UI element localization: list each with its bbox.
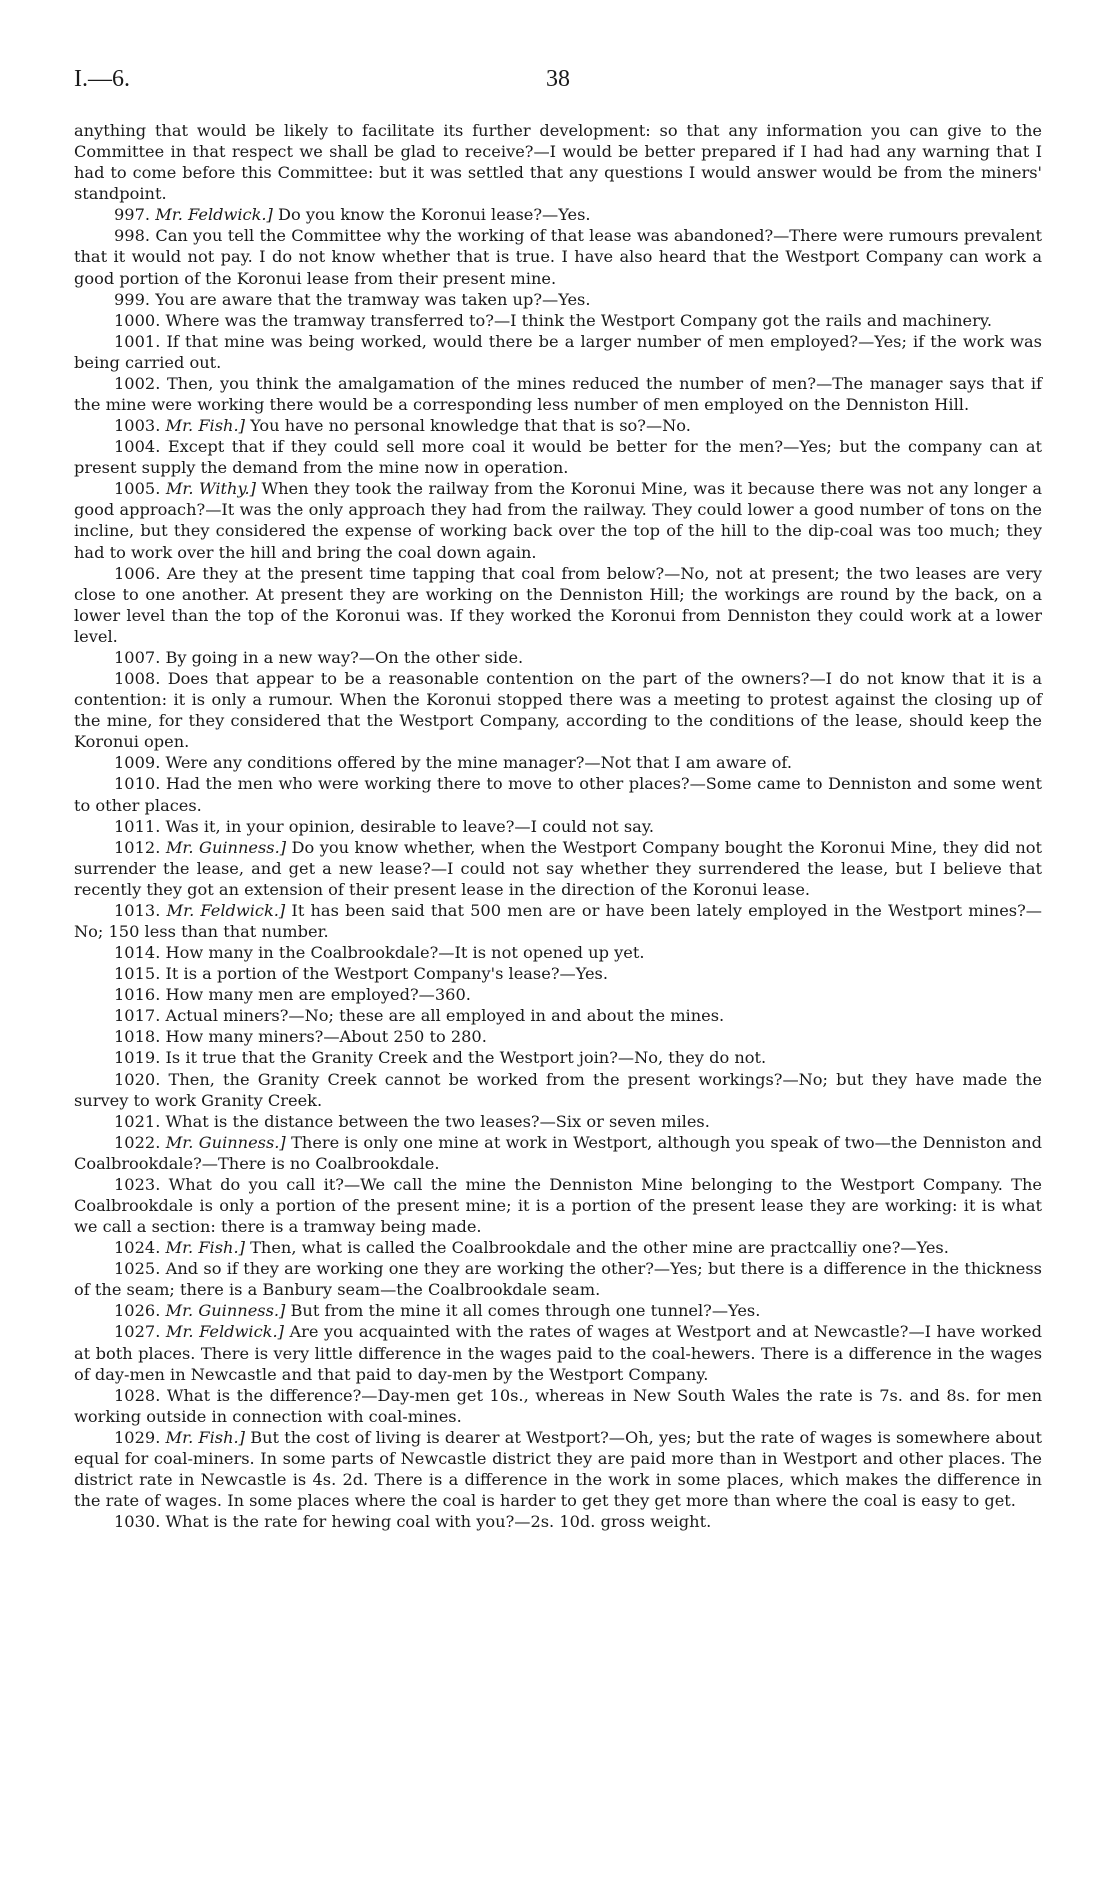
question-number: 1030. [114,1512,161,1532]
question-number: 1028. [114,1385,161,1405]
speaker-name: Mr. Fish.] [165,1427,245,1447]
paragraph-text: Does that appear to be a reasonable contention on the part of the owners?—I do not know that it is a contention: it is only a rumour. When the Koronui stopped there was a meeting to protest against the closing up of the mine, for they considered that the Westport Company, according to the conditions of the lease, should keep the Koronui open. [74,669,1042,752]
paragraph-text: Do you know whether, when the Westport Company bought the Koronui Mine, they did not surrender the lease, and get a new lease?—I could not say whether they surrendered the lease, but I believe that recently they got an extension of their present lease in the direction of the Koronui lease. [74,837,1042,899]
evidence-paragraph [74,120,1042,204]
paragraph-text: Was it, in your opinion, desirable to leave?—I could not say. [165,816,654,836]
speaker-name: Mr. Fish.] [165,1238,245,1258]
speaker-name: Mr. Withy.] [165,479,256,499]
question-number: 1013. [114,900,161,920]
paragraph-text: How many in the Coalbrookdale?—It is not opened up yet. [165,943,645,963]
question-number: 1024. [114,1238,161,1258]
evidence-paragraph [74,1174,1042,1237]
paragraph-text: How many men are employed?—360. [165,985,471,1005]
evidence-paragraph [74,1511,1042,1532]
question-number: 1026. [114,1301,161,1321]
evidence-paragraph [74,1026,1042,1047]
paragraph-text: And so if they are working one they are working the other?—Yes; but there is a difference in the thickness of the seam; there is a Banbury seam—the Coalbrookdale seam. [74,1259,1042,1300]
question-number: 1017. [114,1006,161,1026]
evidence-paragraph [74,984,1042,1005]
speaker-name: Mr. Feldwick.] [166,900,286,920]
page-number: 38 [546,66,570,92]
page-header [74,66,1042,96]
question-number: 1002. [114,373,161,393]
evidence-paragraph [74,1385,1042,1427]
question-number: 1004. [114,437,161,457]
paragraph-text: Are they at the present time tapping that coal from below?—No, not at present; the two leases are very close to one another. At present they are working on the Denniston Hill; the workings are round by the back, on a lower level than the top of the Koronui was. If they worked the Koronui from Denniston they could work at a lower level. [74,563,1042,646]
paragraph-text: If that mine was being worked, would there be a larger number of men employed?—Yes; if the work was being carried out. [74,331,1042,372]
evidence-text [74,120,1042,1532]
question-number: 1023. [114,1174,161,1194]
evidence-paragraph [74,225,1042,288]
question-number: 998. [114,226,151,246]
evidence-paragraph [74,1427,1042,1511]
question-number: 1009. [114,753,161,773]
paragraph-text: When they took the railway from the Koronui Mine, was it because there was not any longer a good approach?—It was the only approach they had from the railway. They could lower a good number of tons on the incline, but they considered the expense of working back over the top of the hill to the dip-coal was too much; they had to work over the hill and bring the coal down again. [74,479,1043,562]
evidence-paragraph [74,1005,1042,1026]
paragraph-text: Where was the tramway transferred to?—I think the Westport Company got the rails and machinery. [165,310,992,330]
speaker-name: Mr. Feldwick.] [155,205,273,225]
question-number: 1011. [114,816,161,836]
evidence-paragraph [74,1237,1042,1258]
evidence-paragraph [74,773,1042,815]
paper-reference: I.—6. [74,66,130,92]
paragraph-text: What is the distance between the two leases?—Six or seven miles. [165,1111,710,1131]
paragraph-text: Had the men who were working there to move to other places?—Some came to Denniston and some went to other places. [74,774,1042,815]
paragraph-text: There is only one mine at work in Westport, although you speak of two—the Denniston and Coalbrookdale?—There is no Coalbrookdale. [74,1132,1042,1173]
question-number: 1008. [114,669,161,689]
question-number: 999. [114,289,151,309]
evidence-paragraph [74,837,1042,900]
paragraph-text: But from the mine it all comes through one tunnel?—Yes. [290,1301,761,1321]
question-number: 1006. [114,563,161,583]
evidence-paragraph [74,1069,1042,1111]
paragraph-text: It is a portion of the Westport Company's lease?—Yes. [165,964,608,984]
question-number: 1010. [114,774,161,794]
paragraph-text: anything that would be likely to facilitate its further development: so that any information you can give to the Committee in that respect we shall be glad to receive?—I would be better prepared if I had had any warning that I had to come before this Committee: but it was settled that any questions I would answer would be from the miners' standpoint. [74,121,1042,204]
evidence-paragraph [74,1132,1042,1174]
paragraph-text: It has been said that 500 men are or have been lately employed in the Westport mines?—No; 150 less than that number. [74,900,1042,941]
paragraph-text: What do you call it?—We call the mine the Denniston Mine belonging to the Westport Company. The Coalbrookdale is only a portion of the present mine; it is a portion of the present lease they are working: it is what we call a section: there is a tramway being made. [74,1174,1042,1237]
evidence-paragraph [74,942,1042,963]
question-number: 1000. [114,310,161,330]
question-number: 1015. [114,964,161,984]
question-number: 1005. [114,479,161,499]
paragraph-text: Were any conditions offered by the mine manager?—Not that I am aware of. [165,753,792,773]
evidence-paragraph [74,478,1042,562]
speaker-name: Mr. Fish.] [165,416,245,436]
paragraph-text: Then, you think the amalgamation of the mines reduced the number of men?—The manager says that if the mine were working there would be a corresponding less number of men employed on the Denniston Hill. [74,373,1042,415]
paragraph-text: Do you know the Koronui lease?—Yes. [278,205,591,225]
evidence-paragraph [74,436,1042,478]
evidence-paragraph [74,1258,1042,1300]
evidence-paragraph [74,1321,1042,1384]
question-number: 1020. [114,1069,161,1089]
evidence-paragraph [74,900,1042,942]
evidence-paragraph [74,647,1042,668]
evidence-paragraph [74,310,1042,331]
question-number: 1003. [114,416,161,436]
paragraph-text: What is the difference?—Day-men get 10s., whereas in New South Wales the rate is 7s. and 8s. for men working outside in connection with coal-mines. [74,1385,1042,1426]
evidence-paragraph [74,1047,1042,1068]
paragraph-text: Are you acquainted with the rates of wages at Westport and at Newcastle?—I have worked at both places. There is very little difference in the wages paid to the coal-hewers. There is a difference in the wages of day-men in Newcastle and that paid to day-men by the Westport Company. [74,1322,1042,1384]
paragraph-text: Except that if they could sell more coal it would be better for the men?—Yes; but the company can at present supply the demand from the mine now in operation. [74,437,1042,478]
question-number: 1019. [114,1048,161,1068]
question-number: 1007. [114,647,161,667]
evidence-paragraph [74,1111,1042,1132]
question-number: 1018. [114,1027,161,1047]
question-number: 1029. [114,1427,161,1447]
question-number: 1012. [114,837,161,857]
question-number: 1014. [114,943,161,963]
evidence-paragraph [74,668,1042,752]
question-number: 1001. [114,331,161,351]
evidence-paragraph [74,816,1042,837]
evidence-paragraph [74,752,1042,773]
speaker-name: Mr. Feldwick.] [165,1322,284,1342]
question-number: 1016. [114,985,161,1005]
evidence-paragraph [74,415,1042,436]
speaker-name: Mr. Guinness.] [165,1132,286,1152]
paragraph-text: Then, the Granity Creek cannot be worked from the present workings?—No; but they have made the survey to work Granity Creek. [74,1069,1042,1110]
paragraph-text: Actual miners?—No; these are all employed in and about the mines. [165,1006,725,1026]
evidence-paragraph [74,563,1042,647]
question-number: 1027. [114,1322,161,1342]
evidence-paragraph [74,963,1042,984]
evidence-paragraph [74,204,1042,225]
evidence-paragraph [74,289,1042,310]
speaker-name: Mr. Guinness.] [165,1301,286,1321]
paragraph-text: What is the rate for hewing coal with you?—2s. 10d. gross weight. [165,1512,712,1532]
paragraph-text: Can you tell the Committee why the working of that lease was abandoned?—There were rumours prevalent that it would not pay. I do not know whether that is true. I have also heard that the Westport Company can work a good portion of the Koronui lease from their present mine. [74,226,1042,288]
evidence-paragraph [74,373,1042,415]
paragraph-text: Is it true that the Granity Creek and the Westport join?—No, they do not. [165,1048,767,1068]
question-number: 1022. [114,1132,161,1152]
evidence-paragraph [74,331,1042,373]
paragraph-text: You have no personal knowledge that that is so?—No. [250,416,691,436]
question-number: 1021. [114,1111,161,1131]
paragraph-text: Then, what is called the Coalbrookdale and the other mine are practcalliy one?—Yes. [250,1238,949,1258]
question-number: 1025. [114,1259,161,1279]
evidence-paragraph [74,1300,1042,1321]
paragraph-text: By going in a new way?—On the other side. [165,647,524,667]
speaker-name: Mr. Guinness.] [165,837,287,857]
paragraph-text: But the cost of living is dearer at Westport?—Oh, yes; but the rate of wages is somewhere about equal for coal-miners. In some parts of Newcastle district they are paid more than in Westport and other places. The district rate in Newcastle is 4s. 2d. There is a difference in the work in some places, which makes the difference in the rate of wages. In some places where the coal is harder to get they get more than where the coal is easy to get. [74,1427,1042,1511]
paragraph-text: How many miners?—About 250 to 280. [165,1027,487,1047]
question-number: 997. [114,205,151,225]
paragraph-text: You are aware that the tramway was taken up?—Yes. [155,289,591,309]
